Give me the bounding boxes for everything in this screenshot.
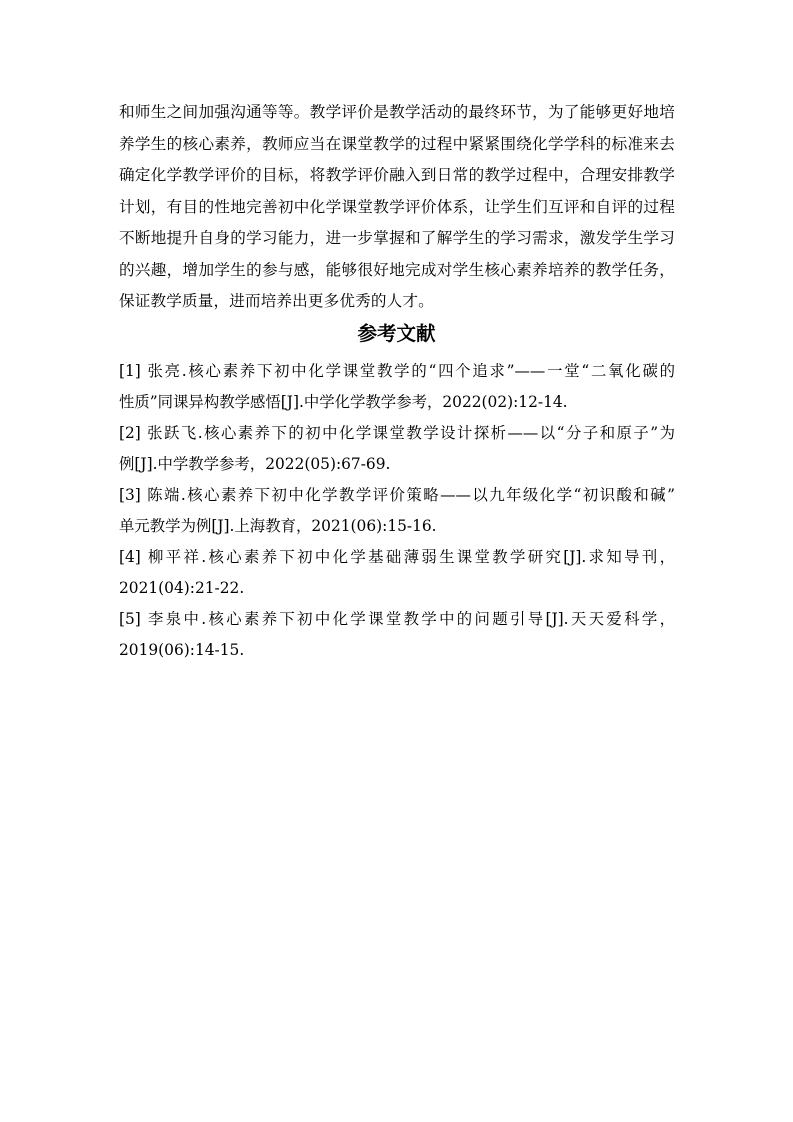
reference-line: [1] 张亮.核心素养下初中化学课堂教学的“四个追求”——一堂“二氧化碳的 bbox=[119, 362, 675, 380]
reference-line: 性质”同课异构教学感悟[J].中学化学教学参考，2022(02):12-14. bbox=[119, 393, 568, 411]
paragraph-line: 和师生之间加强沟通等等。教学评价是教学活动的最终环节，为了能够更好地培 bbox=[119, 103, 675, 121]
paragraph-line: 确定化学教学评价的目标，将教学评价融入到日常的教学过程中，合理安排教学 bbox=[119, 166, 675, 184]
reference-item bbox=[119, 542, 675, 604]
reference-item bbox=[119, 604, 675, 666]
reference-item bbox=[119, 480, 675, 542]
paragraph-line: 保证教学质量，进而培养出更多优秀的人才。 bbox=[119, 292, 434, 310]
reference-line: [4] 柳平祥.核心素养下初中化学基础薄弱生课堂教学研究[J].求知导刊， bbox=[119, 548, 675, 566]
body-paragraph bbox=[119, 97, 675, 318]
reference-line: 单元教学为例[J].上海教育，2021(06):15-16. bbox=[119, 517, 437, 535]
paragraph-line: 计划，有目的性地完善初中化学课堂教学评价体系，让学生们互评和自评的过程 bbox=[119, 197, 675, 216]
reference-line: 例[J].中学教学参考，2022(05):67-69. bbox=[119, 455, 391, 473]
reference-line: [3] 陈端.核心素养下初中化学教学评价策略——以九年级化学“初识酸和碱” bbox=[119, 486, 675, 504]
reference-line: [5] 李泉中.核心素养下初中化学课堂教学中的问题引导[J].天天爱科学， bbox=[119, 610, 675, 628]
reference-line: 2019(06):14-15. bbox=[119, 641, 245, 659]
references-heading: 参考文献 bbox=[357, 322, 436, 345]
paragraph-line: 的兴趣，增加学生的参与感，能够很好地完成对学生核心素养培养的教学任务， bbox=[119, 260, 675, 279]
reference-line: 2021(04):21-22. bbox=[119, 579, 245, 597]
reference-item bbox=[119, 418, 675, 480]
reference-list bbox=[119, 356, 675, 666]
paragraph-line: 养学生的核心素养，教师应当在课堂教学的过程中紧紧围绕化学学科的标准来去 bbox=[119, 134, 675, 153]
paragraph-line: 不断地提升自身的学习能力，进一步掌握和了解学生的学习需求，激发学生学习 bbox=[119, 229, 675, 247]
reference-line: [2] 张跃飞.核心素养下的初中化学课堂教学设计探析——以“分子和原子”为 bbox=[119, 424, 675, 442]
reference-item bbox=[119, 356, 675, 418]
